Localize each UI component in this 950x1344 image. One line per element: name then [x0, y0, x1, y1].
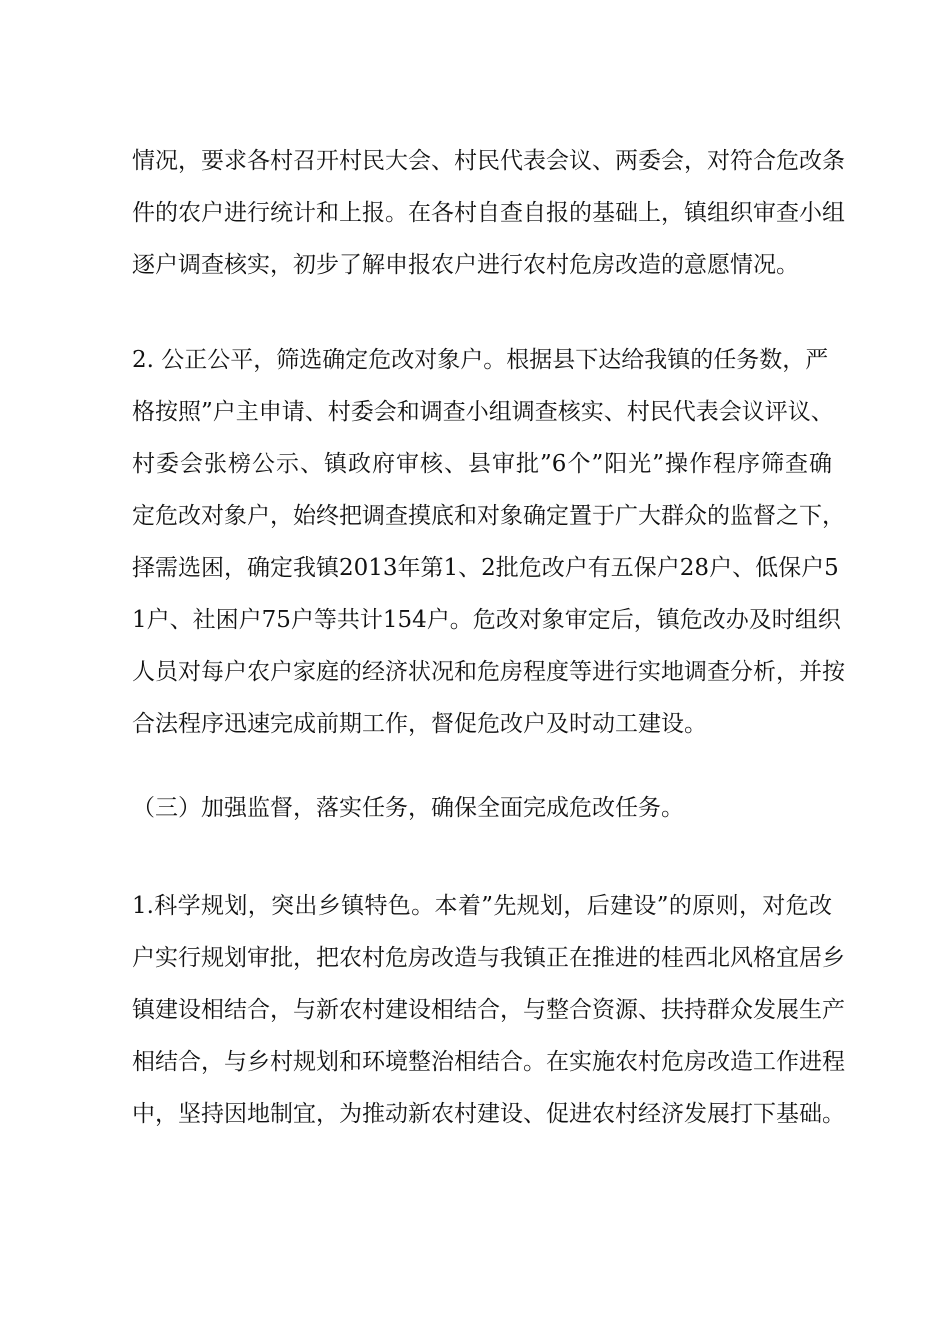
text-line: 村委会张榜公示、镇政府审核、县审批”6个”阳光”操作程序筛查确 — [132, 451, 832, 477]
text-line: 逐户调查核实，初步了解申报农户进行农村危房改造的意愿情况。 — [132, 252, 799, 278]
text-line: 格按照”户主申请、村委会和调查小组调查核实、村民代表会议评议、 — [132, 399, 834, 425]
text-line: 件的农户进行统计和上报。在各村自查自报的基础上，镇组织审查小组 — [132, 200, 845, 226]
paragraph-3 — [132, 880, 845, 1140]
section-heading — [132, 782, 832, 834]
text-line: 2. 公正公平，筛选确定危改对象户。根据县下达给我镇的任务数，严 — [132, 347, 829, 373]
heading-line: （三）加强监督，落实任务，确保全面完成危改任务。 — [132, 795, 684, 821]
text-line: 相结合，与乡村规划和环境整治相结合。在实施农村危房改造工作进程 — [132, 1049, 845, 1075]
text-line: 1户、社困户75户等共计154户。危改对象审定后，镇危改办及时组织 — [132, 607, 841, 633]
text-line: 中，坚持因地制宜，为推动新农村建设、促进农村经济发展打下基础。 — [132, 1101, 845, 1127]
text-line: 择需选困，确定我镇2013年第1、2批危改户有五保户28户、低保户5 — [132, 555, 839, 581]
text-line: 合法程序迅速完成前期工作，督促危改户及时动工建设。 — [132, 711, 707, 737]
text-line: 人员对每户农户家庭的经济状况和危房程度等进行实地调查分析，并按 — [132, 659, 845, 685]
paragraph-2 — [132, 334, 845, 750]
paragraph-1 — [132, 135, 845, 291]
text-line: 定危改对象户，始终把调查摸底和对象确定置于广大群众的监督之下， — [132, 503, 845, 529]
text-line: 1.科学规划，突出乡镇特色。本着”先规划，后建设”的原则，对危改 — [132, 893, 832, 919]
text-line: 镇建设相结合，与新农村建设相结合，与整合资源、扶持群众发展生产 — [132, 997, 845, 1023]
text-line: 户实行规划审批，把农村危房改造与我镇正在推进的桂西北风格宜居乡 — [132, 945, 845, 971]
text-line: 情况，要求各村召开村民大会、村民代表会议、两委会，对符合危改条 — [132, 148, 845, 174]
